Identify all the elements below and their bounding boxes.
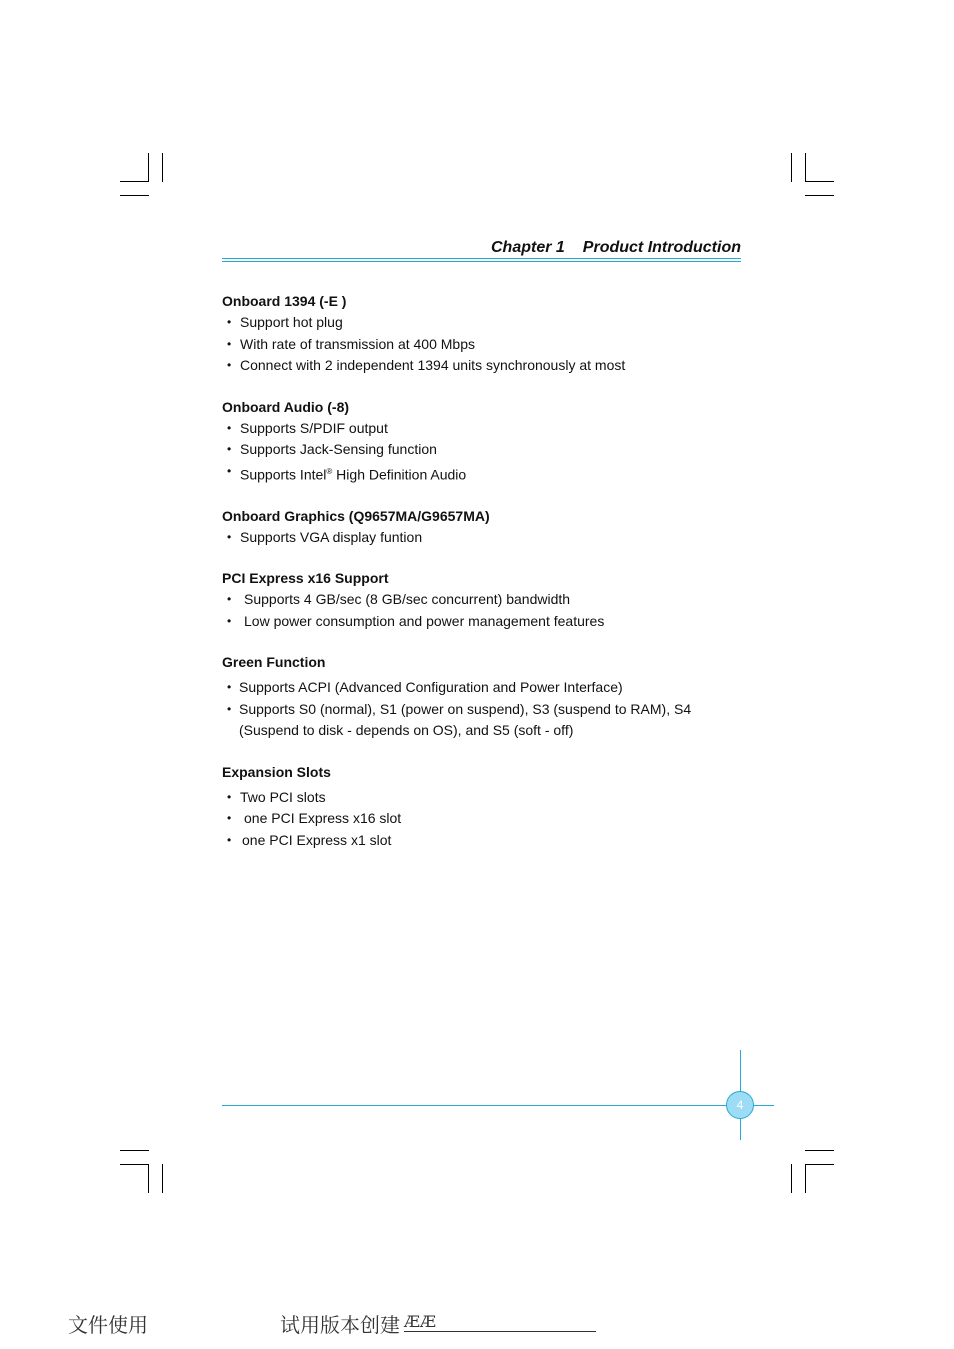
header-rule <box>222 258 741 259</box>
footer-right-text: 试用版本创建 <box>280 1313 400 1337</box>
list-item: • Support hot plug <box>222 312 742 334</box>
crop-mark <box>805 195 834 196</box>
list-item: • Low power consumption and power management features <box>222 611 742 633</box>
crop-mark <box>805 1164 806 1193</box>
section-onboard-1394 <box>222 290 742 377</box>
crop-mark <box>805 181 834 182</box>
intel-prefix: Supports Intel <box>240 466 327 483</box>
list-item: • Supports Jack-Sensing function <box>222 439 742 461</box>
list-item: • one PCI Express x16 slot <box>222 808 742 830</box>
list-item: • Supports ACPI (Advanced Configuration and Power Interface) <box>222 677 742 699</box>
footer-left-text: 文件使用 <box>68 1313 148 1337</box>
footer-rule <box>222 1105 774 1106</box>
footer-underline <box>404 1331 596 1332</box>
list-item: • Supports S/PDIF output <box>222 418 742 440</box>
crop-mark <box>805 153 806 182</box>
crop-mark <box>805 1164 834 1165</box>
list-item: • Two PCI slots <box>222 787 742 809</box>
footer-mark: ÆÆ <box>404 1312 437 1331</box>
section-pci-express <box>222 567 742 632</box>
chapter-label: Chapter 1 <box>491 239 565 256</box>
section-title: Green Function <box>222 654 326 671</box>
chapter-header <box>222 239 741 257</box>
crop-mark <box>148 1164 149 1193</box>
crop-mark <box>805 1150 834 1151</box>
list-item: • With rate of transmission at 400 Mbps <box>222 334 742 356</box>
page-number: 4 <box>726 1091 754 1119</box>
crop-mark <box>162 153 163 182</box>
list-item <box>222 461 742 486</box>
list-item: • Supports VGA display funtion <box>222 527 742 549</box>
registered-mark: ® <box>326 466 333 476</box>
section-title: Onboard Graphics (Q9657MA/G9657MA) <box>222 507 490 524</box>
crop-mark <box>120 181 149 182</box>
section-onboard-graphics <box>222 505 742 549</box>
list-item: • Supports S0 (normal), S1 (power on suspend), S3 (suspend to RAM), S4 (Suspend to disk - depends on OS), and S5 (soft - off) <box>222 699 742 742</box>
crop-mark <box>791 1164 792 1193</box>
header-rule <box>222 261 741 262</box>
chapter-title: Product Introduction <box>582 239 741 256</box>
section-title: PCI Express x16 Support <box>222 570 389 587</box>
list-item: • one PCI Express x1 slot <box>222 830 742 852</box>
section-title: Onboard 1394 (-E ) <box>222 293 347 309</box>
crop-mark <box>162 1164 163 1193</box>
intel-suffix: High Definition Audio <box>332 466 467 483</box>
list-item: • Connect with 2 independent 1394 units synchronously at most <box>222 355 742 377</box>
section-title: Expansion Slots <box>222 763 331 780</box>
section-expansion-slots <box>222 761 742 852</box>
crop-mark <box>120 1164 149 1165</box>
section-title: Onboard Audio (-8) <box>222 398 350 415</box>
crop-mark <box>791 153 792 182</box>
list-item: • Supports 4 GB/sec (8 GB/sec concurrent) bandwidth <box>222 589 742 611</box>
section-onboard-audio <box>222 396 742 486</box>
crop-mark <box>120 195 149 196</box>
crop-mark <box>120 1150 149 1151</box>
section-green-function <box>222 651 742 742</box>
crop-mark <box>148 153 149 182</box>
spec-content <box>222 290 742 870</box>
